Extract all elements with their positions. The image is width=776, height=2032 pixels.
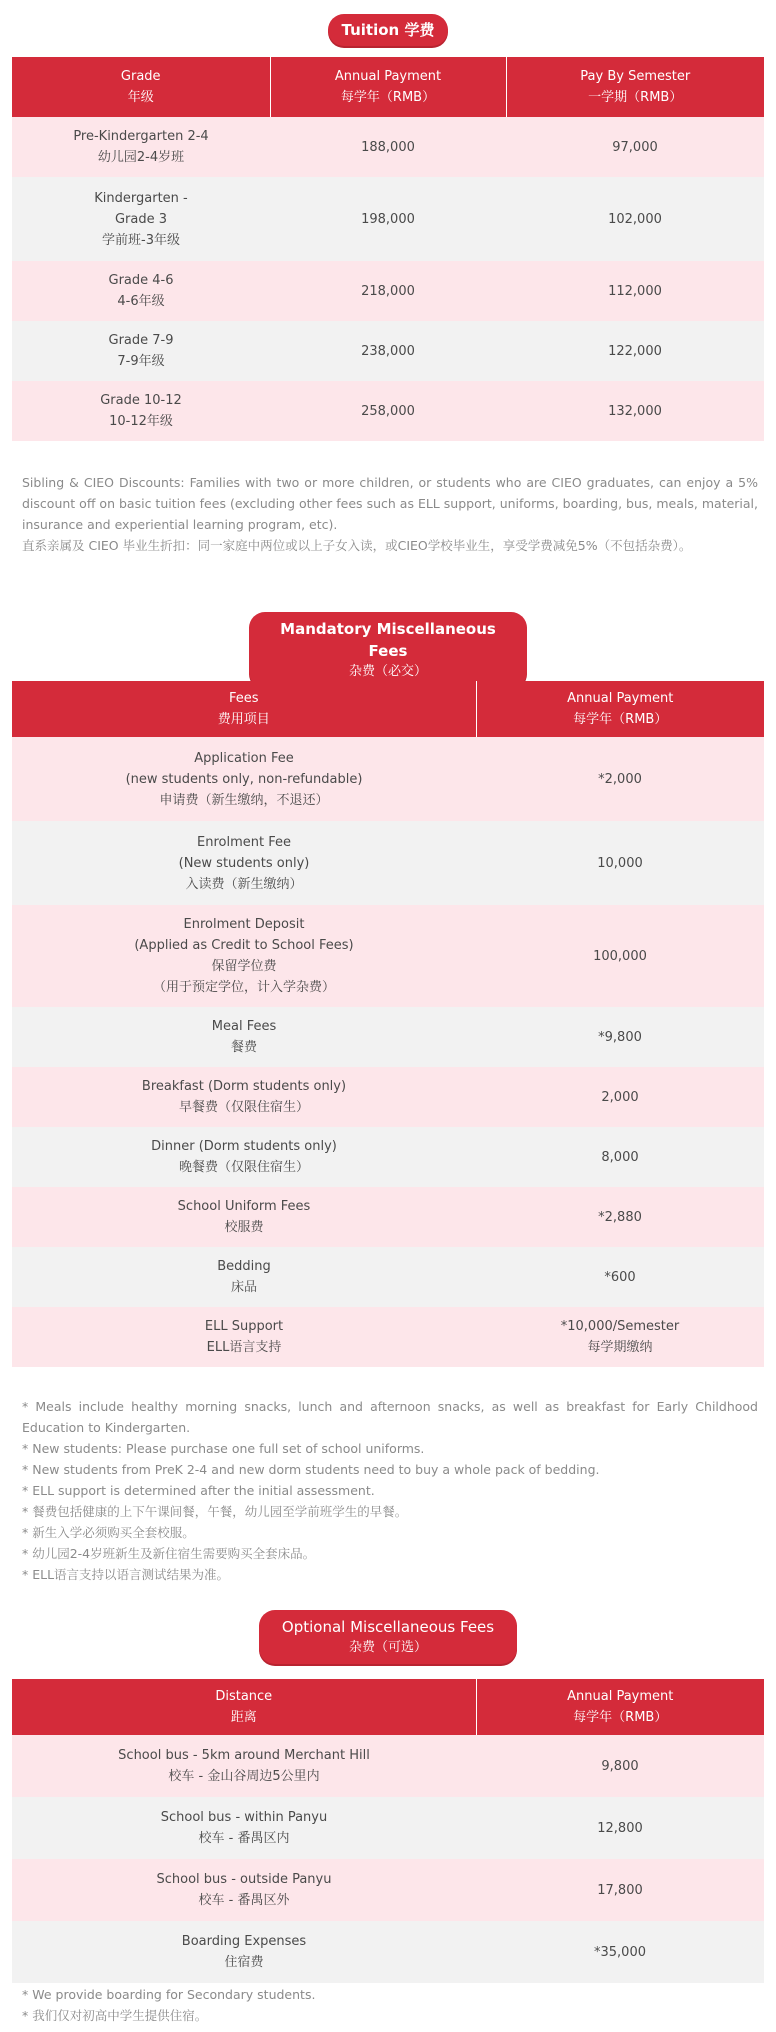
annual-cell: 198,000: [270, 177, 506, 261]
fee-item-cell: Meal Fees 餐费: [12, 1007, 476, 1067]
semester-cell: 97,000: [506, 117, 764, 177]
optional-fees-table: [12, 1679, 764, 1983]
table-row: [12, 1007, 764, 1067]
fee-item-cell: Application Fee (new students only, non-refundable) 申请费（新生缴纳，不退还）: [12, 737, 476, 821]
option-item-cell: School bus - outside Panyu 校车 - 番禺区外: [12, 1859, 476, 1921]
note-line: * 新生入学必须购买全套校服。: [22, 1525, 195, 1540]
grade-cell: Grade 4-6 4-6年级: [12, 261, 270, 321]
annual-cell: 218,000: [270, 261, 506, 321]
mandatory-notes: [22, 1396, 758, 1585]
table-row: [12, 261, 764, 321]
fee-amount-cell: *2,000: [476, 737, 764, 821]
annual-cell: 238,000: [270, 321, 506, 381]
discount-note-cn: 直系亲属及 CIEO 毕业生折扣：同一家庭中两位或以上子女入读，或CIEO学校毕业生，享受学费减免5%（不包括杂费）。: [22, 538, 692, 553]
fee-amount-cell: 2,000: [476, 1067, 764, 1127]
annual-cell: 258,000: [270, 381, 506, 441]
mandatory-fees-table: [12, 681, 764, 1367]
tuition-heading-text: Tuition 学费: [341, 21, 435, 39]
optional-heading-en: Optional Miscellaneous Fees: [281, 1618, 495, 1636]
optional-heading-wrap: [0, 1610, 776, 1664]
tuition-discount-note: [22, 472, 758, 556]
tuition-heading-wrap: [0, 14, 776, 46]
annual-cell: 188,000: [270, 117, 506, 177]
table-row: [12, 1067, 764, 1127]
optional-heading: [259, 1610, 517, 1664]
mandatory-header-annual: Annual Payment 每学年（RMB）: [476, 681, 764, 737]
fee-amount-cell: *9,800: [476, 1007, 764, 1067]
table-row: [12, 1307, 764, 1367]
semester-cell: 132,000: [506, 381, 764, 441]
note-line: * 幼儿园2-4岁班新生及新住宿生需要购买全套床品。: [22, 1546, 316, 1561]
fee-amount-cell: 8,000: [476, 1127, 764, 1187]
optional-header-row: [12, 1679, 764, 1735]
semester-cell: 102,000: [506, 177, 764, 261]
note-line: * New students from PreK 2-4 and new dorm students need to buy a whole pack of bedding.: [22, 1462, 600, 1477]
table-row: [12, 117, 764, 177]
option-amount-cell: 17,800: [476, 1859, 764, 1921]
fee-amount-cell: *2,880: [476, 1187, 764, 1247]
tuition-heading: [328, 14, 449, 46]
fee-item-cell: Enrolment Fee (New students only) 入读费（新生缴纳）: [12, 821, 476, 905]
fee-amount-cell: *600: [476, 1247, 764, 1307]
table-row: [12, 321, 764, 381]
table-row: [12, 381, 764, 441]
grade-cell: Pre-Kindergarten 2-4 幼儿园2-4岁班: [12, 117, 270, 177]
table-row: [12, 1859, 764, 1921]
optional-header-distance: Distance 距离: [12, 1679, 476, 1735]
tuition-header-semester: Pay By Semester 一学期（RMB）: [506, 57, 764, 117]
option-amount-cell: 9,800: [476, 1735, 764, 1797]
table-row: [12, 1797, 764, 1859]
mandatory-heading-cn: 杂费（必交）: [348, 664, 427, 679]
table-row: [12, 1921, 764, 1983]
fee-amount-cell: *10,000/Semester 每学期缴纳: [476, 1307, 764, 1367]
grade-cell: Grade 10-12 10-12年级: [12, 381, 270, 441]
table-row: [12, 1127, 764, 1187]
fee-amount-cell: 10,000: [476, 821, 764, 905]
fee-item-cell: Enrolment Deposit (Applied as Credit to School Fees) 保留学位费 （用于预定学位，计入学杂费）: [12, 905, 476, 1007]
semester-cell: 112,000: [506, 261, 764, 321]
discount-note-en: Sibling & CIEO Discounts: Families with two or more children, or students who are CIEO graduates, can enjoy a 5% discount off on basic tuition fees (excluding other fees such as ELL support, uniforms, boarding, bus, meals, material, insurance and experiential learning program, etc).: [22, 475, 758, 532]
note-line: * 我们仅对初高中学生提供住宿。: [22, 2008, 208, 2023]
mandatory-heading: [249, 612, 527, 688]
option-amount-cell: 12,800: [476, 1797, 764, 1859]
grade-cell: Kindergarten - Grade 3 学前班-3年级: [12, 177, 270, 261]
semester-cell: 122,000: [506, 321, 764, 381]
note-line: * We provide boarding for Secondary students.: [22, 1987, 316, 2002]
table-row: [12, 821, 764, 905]
tuition-table: [12, 57, 764, 441]
fee-item-cell: Bedding 床品: [12, 1247, 476, 1307]
fee-item-cell: ELL Support ELL语言支持: [12, 1307, 476, 1367]
optional-header-annual: Annual Payment 每学年（RMB）: [476, 1679, 764, 1735]
note-line: * 餐费包括健康的上下午课间餐，午餐，幼儿园至学前班学生的早餐。: [22, 1504, 408, 1519]
table-row: [12, 737, 764, 821]
table-row: [12, 1735, 764, 1797]
fee-amount-cell: 100,000: [476, 905, 764, 1007]
tuition-header-grade: Grade 年级: [12, 57, 270, 117]
fee-item-cell: School Uniform Fees 校服费: [12, 1187, 476, 1247]
table-row: [12, 177, 764, 261]
fee-item-cell: Breakfast (Dorm students only) 早餐费（仅限住宿生）: [12, 1067, 476, 1127]
option-item-cell: School bus - within Panyu 校车 - 番禺区内: [12, 1797, 476, 1859]
fee-item-cell: Dinner (Dorm students only) 晚餐费（仅限住宿生）: [12, 1127, 476, 1187]
note-line: * ELL support is determined after the initial assessment.: [22, 1483, 375, 1498]
option-amount-cell: *35,000: [476, 1921, 764, 1983]
mandatory-header-row: [12, 681, 764, 737]
optional-notes: [22, 1984, 758, 2026]
optional-heading-cn: 杂费（可选）: [348, 1640, 427, 1655]
table-row: [12, 1247, 764, 1307]
mandatory-header-fees: Fees 费用项目: [12, 681, 476, 737]
mandatory-heading-wrap: [0, 612, 776, 688]
table-row: [12, 905, 764, 1007]
tuition-header-annual: Annual Payment 每学年（RMB）: [270, 57, 506, 117]
note-line: * Meals include healthy morning snacks, lunch and afternoon snacks, as well as breakfast for Early Childhood Education to Kindergarten.: [22, 1399, 758, 1435]
mandatory-heading-en: Mandatory Miscellaneous Fees: [280, 620, 496, 660]
grade-cell: Grade 7-9 7-9年级: [12, 321, 270, 381]
table-row: [12, 1187, 764, 1247]
note-line: * New students: Please purchase one full set of school uniforms.: [22, 1441, 425, 1456]
option-item-cell: Boarding Expenses 住宿费: [12, 1921, 476, 1983]
note-line: * ELL语言支持以语言测试结果为准。: [22, 1567, 230, 1582]
tuition-header-row: [12, 57, 764, 117]
option-item-cell: School bus - 5km around Merchant Hill 校车 - 金山谷周边5公里内: [12, 1735, 476, 1797]
